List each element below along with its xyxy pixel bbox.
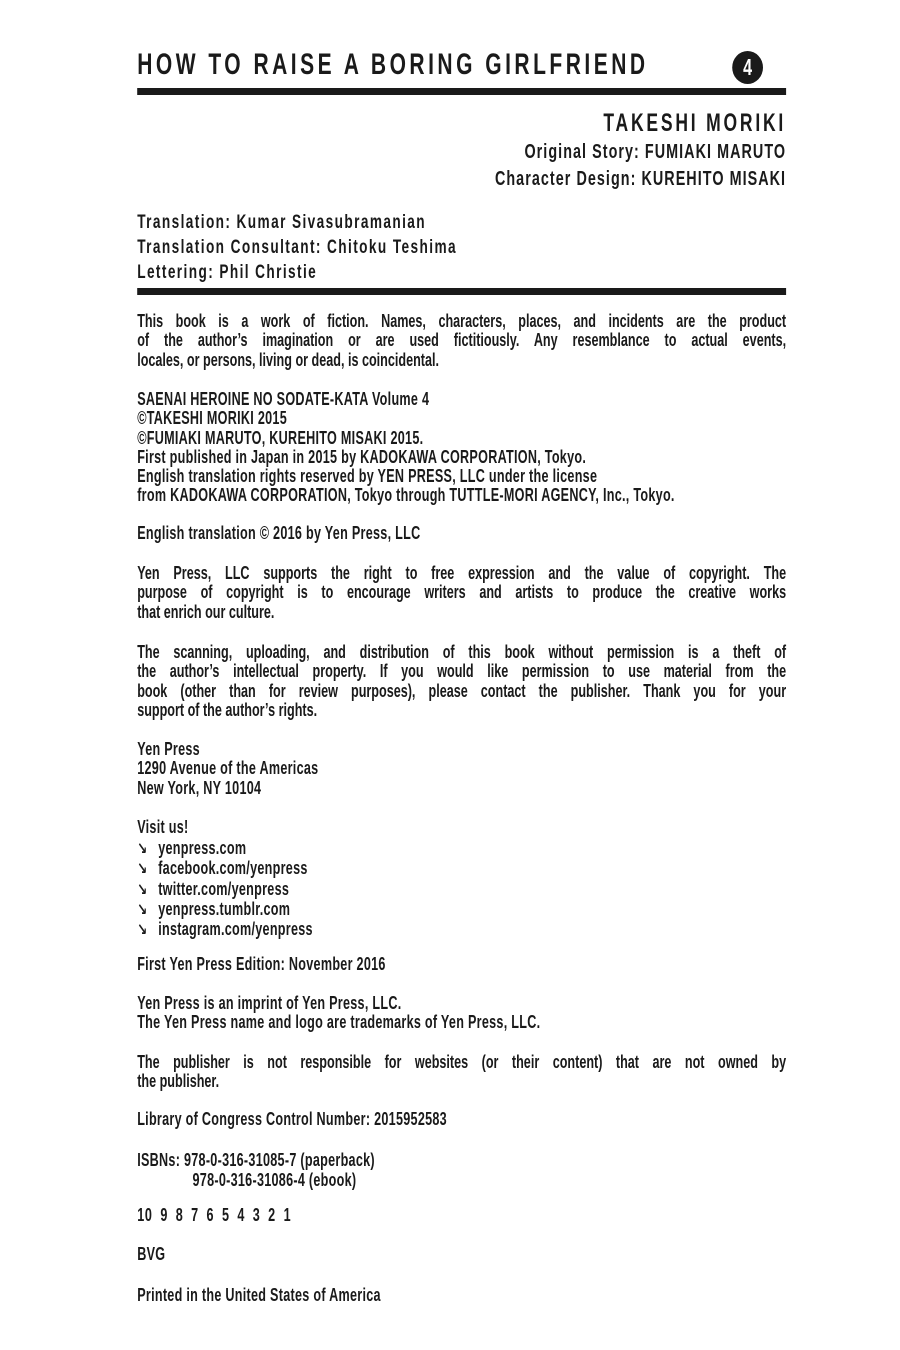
lettering-credit: Lettering: Phil Christie xyxy=(137,261,318,283)
author-credits xyxy=(137,108,786,192)
social-link-label: twitter.com/yenpress xyxy=(158,878,290,899)
artist-name: TAKESHI MORIKI xyxy=(603,109,787,137)
translation-credits xyxy=(137,210,786,285)
volume-number-badge: 4 xyxy=(732,51,763,84)
character-design-credit: Character Design: KUREHITO MISAKI xyxy=(494,167,787,190)
book-title: HOW TO RAISE A BORING GIRLFRIEND xyxy=(137,48,649,81)
external-link-arrow-icon: ↘ xyxy=(137,839,148,859)
social-link-label: instagram.com/yenpress xyxy=(158,919,313,940)
printing-number-line: 10 9 8 7 6 5 4 3 2 1 xyxy=(137,1205,292,1225)
publisher-name: Yen Press xyxy=(137,739,200,759)
isbn-ebook: 978-0-316-31086-4 (ebook) xyxy=(192,1170,357,1190)
credits-divider xyxy=(137,288,786,295)
social-link-label: yenpress.com xyxy=(158,838,247,858)
social-link-yenpress xyxy=(137,839,786,859)
lccn-line: Library of Congress Control Number: 2015952583 xyxy=(137,1109,447,1129)
first-edition-line: First Yen Press Edition: November 2016 xyxy=(137,954,386,974)
visit-us-heading: Visit us! xyxy=(137,817,189,837)
isbn-paperback: ISBNs: 978-0-316-31085-7 (paperback) xyxy=(137,1150,375,1170)
social-link-label: facebook.com/yenpress xyxy=(158,858,308,879)
printer-code: BVG xyxy=(137,1244,166,1264)
imprint-block: Yen Press is an imprint of Yen Press, LLC. The Yen Press name and logo are trademarks of Yen Press, LLC. xyxy=(137,993,541,1033)
social-link-instagram xyxy=(137,920,786,940)
external-link-arrow-icon: ↘ xyxy=(137,859,148,880)
social-links xyxy=(137,839,786,940)
external-link-arrow-icon: ↘ xyxy=(137,899,148,920)
publisher-address xyxy=(137,740,786,798)
piracy-notice: The scanning, uploading, and distribution of this book without permission is a theft of the author’s intellectual property. If you would like permission to use material from the book (other than for review purposes), please contact the publisher. Thank you for your support of the author’s rights. xyxy=(137,642,787,720)
external-link-arrow-icon: ↘ xyxy=(137,879,148,900)
external-link-arrow-icon: ↘ xyxy=(137,920,148,941)
social-link-facebook xyxy=(137,859,786,879)
title-divider xyxy=(137,88,786,95)
original-story-credit: Original Story: FUMIAKI MARUTO xyxy=(524,140,787,163)
fiction-disclaimer: This book is a work of fiction. Names, characters, places, and incidents are the product of the author’s imagination or are used fictitiously. Any resemblance to actual events, locales, or persons, living or dead, is coincidental. xyxy=(137,311,787,370)
translation-credit: Translation: Kumar Sivasubramanian xyxy=(137,211,427,233)
printed-in-line: Printed in the United States of America xyxy=(137,1285,381,1305)
original-title-line: SAENAI HEROINE NO SODATE-KATA Volume 4 xyxy=(137,389,430,409)
social-link-tumblr xyxy=(137,900,786,920)
website-disclaimer: The publisher is not responsible for websites (or their content) that are not owned by the publisher. xyxy=(137,1052,787,1092)
isbn-block xyxy=(137,1150,786,1190)
social-link-twitter xyxy=(137,880,786,900)
city-state-zip: New York, NY 10104 xyxy=(137,777,262,798)
street-address: 1290 Avenue of the Americas xyxy=(137,758,319,779)
copyright-support-notice: Yen Press, LLC supports the right to free expression and the value of copyright. The purpose of copyright is to encourage writers and artists to produce the creative works that enrich our culture. xyxy=(137,563,787,622)
copyright-block: SAENAI HEROINE NO SODATE-KATA Volume 4 ©TAKESHI MORIKI 2015 ©FUMIAKI MARUTO, KUREHITO MISAKI 2015. First published in Japan in 2015 by KADOKAWA CORPORATION, Tokyo. English translation rights reserved by YEN PRESS, LLC under the license from KADOKAWA CORPORATION, Tokyo through TUTTLE-MORI AGENCY, Inc., Tokyo. xyxy=(137,390,786,506)
translation-consultant-credit: Translation Consultant: Chitoku Teshima xyxy=(137,236,457,258)
english-translation-copyright: English translation © 2016 by Yen Press, LLC xyxy=(137,523,421,543)
social-link-label: yenpress.tumblr.com xyxy=(158,898,291,919)
